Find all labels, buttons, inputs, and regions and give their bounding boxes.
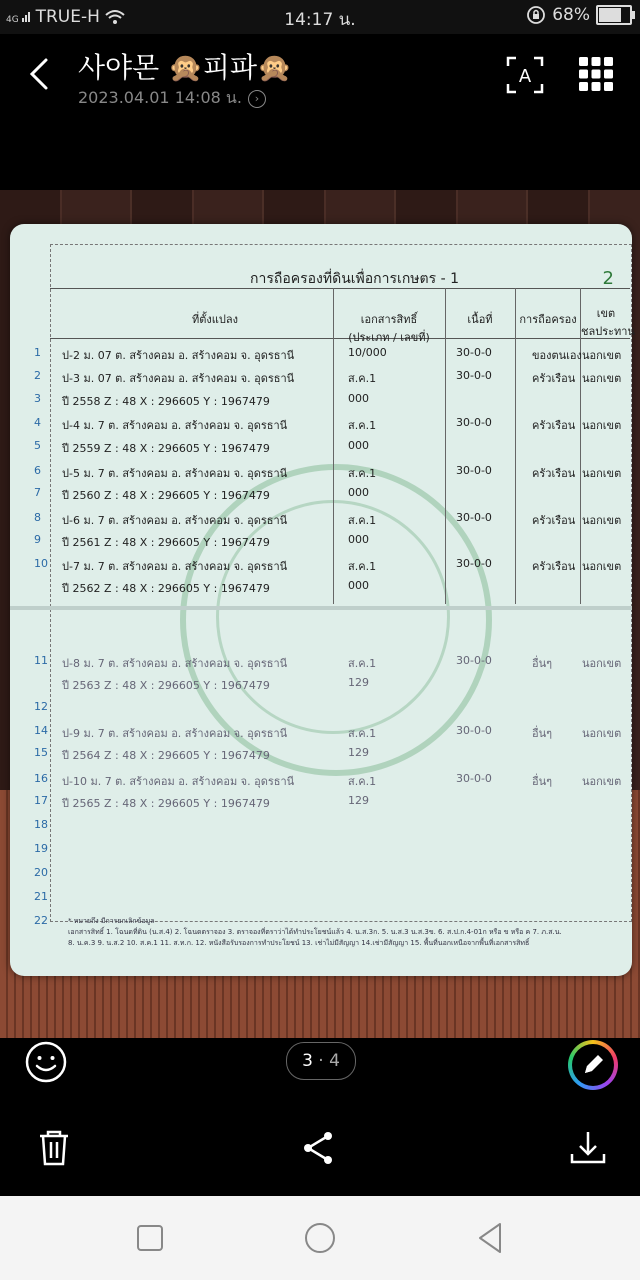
document-title: การถือครองที่ดินเพื่อการเกษตร - 1 xyxy=(250,271,460,287)
system-navigation-bar xyxy=(0,1196,640,1280)
row-location: ป-7 ม. 7 ต. สร้างคอม อ. สร้างคอม จ. อุดรธานี xyxy=(62,560,288,573)
table-row xyxy=(10,794,632,812)
column-header-location: ที่ตั้งแปลง xyxy=(192,313,238,326)
row-holding: ครัวเรือน xyxy=(532,514,576,527)
table-row xyxy=(10,557,632,575)
table-row xyxy=(10,511,632,529)
chevron-right-icon: › xyxy=(248,90,266,108)
pencil-icon xyxy=(572,1044,614,1086)
row-irrigation-zone: นอกเขต xyxy=(582,775,622,788)
back-triangle-icon[interactable] xyxy=(472,1220,508,1256)
table-row xyxy=(10,579,632,597)
row-number: 6 xyxy=(34,464,41,477)
column-header-title-deed: เอกสารสิทธิ์ (ประเภท / เลขที่) xyxy=(348,313,430,344)
table-row xyxy=(10,746,632,764)
row-irrigation-zone: นอกเขต xyxy=(582,349,622,362)
viewer-toolbar xyxy=(0,1038,640,1196)
page-total: 4 xyxy=(329,1051,340,1071)
text-recognition-icon[interactable] xyxy=(506,56,544,94)
row-irrigation-zone: นอกเขต xyxy=(582,372,622,385)
column-header-irrigation: เขต ชลประทาน xyxy=(581,307,635,338)
row-location: ป-3 ม. 07 ต. สร้างคอม อ. สร้างคอม จ. อุดรธานี xyxy=(62,372,295,385)
carrier-label: TRUE-H xyxy=(35,7,100,27)
row-area: 30-0-0 xyxy=(456,416,492,429)
row-title-deed: ส.ค.1 xyxy=(348,514,377,527)
row-number: 15 xyxy=(34,746,48,759)
back-arrow-icon[interactable] xyxy=(22,54,62,94)
table-row xyxy=(10,464,632,482)
row-number: 5 xyxy=(34,439,41,452)
row-holding: ครัวเรือน xyxy=(532,467,576,480)
row-location: ป-8 ม. 7 ต. สร้างคอม อ. สร้างคอม จ. อุดรธานี xyxy=(62,657,288,670)
row-area: 30-0-0 xyxy=(456,511,492,524)
page-indicator: 3 · 4 xyxy=(286,1042,356,1080)
row-number: 10 xyxy=(34,557,48,570)
row-area: 30-0-0 xyxy=(456,346,492,359)
row-title-deed: 10/000 xyxy=(348,346,387,359)
table-row xyxy=(10,676,632,694)
column-header-holding: การถือครอง xyxy=(519,313,577,326)
row-irrigation-zone: นอกเขต xyxy=(582,657,622,670)
row-holding: ครัวเรือน xyxy=(532,372,576,385)
row-location: ป-10 ม. 7 ต. สร้างคอม อ. สร้างคอม จ. อุดรธานี xyxy=(62,775,295,788)
row-number: 22 xyxy=(34,914,48,927)
row-location: ป-4 ม. 7 ต. สร้างคอม อ. สร้างคอม จ. อุดรธานี xyxy=(62,419,288,432)
row-title-deed: 000 xyxy=(348,486,369,499)
photo-timestamp: 2023.04.01 14:08 น. xyxy=(78,88,242,107)
table-row xyxy=(10,486,632,504)
row-irrigation-zone: นอกเขต xyxy=(582,419,622,432)
row-holding: ของตนเอง xyxy=(532,349,582,362)
row-irrigation-zone: นอกเขต xyxy=(582,514,622,527)
status-bar xyxy=(0,0,640,34)
row-location: ปี 2561 Z : 48 X : 296605 Y : 1967479 xyxy=(62,536,270,549)
row-location: ปี 2563 Z : 48 X : 296605 Y : 1967479 xyxy=(62,679,270,692)
row-title-deed: ส.ค.1 xyxy=(348,419,377,432)
row-number: 18 xyxy=(34,818,48,831)
row-area: 30-0-0 xyxy=(456,772,492,785)
table-row xyxy=(10,392,632,410)
row-title-deed: 129 xyxy=(348,746,369,759)
home-icon[interactable] xyxy=(302,1220,338,1256)
row-title-deed: 000 xyxy=(348,579,369,592)
signal-label: 4G xyxy=(6,14,19,25)
row-title-deed: ส.ค.1 xyxy=(348,727,377,740)
row-number: 4 xyxy=(34,416,41,429)
share-icon[interactable] xyxy=(298,1128,338,1168)
row-number: 19 xyxy=(34,842,48,855)
land-document xyxy=(10,224,635,976)
row-holding: อื่นๆ xyxy=(532,657,553,670)
row-title-deed: 000 xyxy=(348,439,369,452)
row-location: ปี 2564 Z : 48 X : 296605 Y : 1967479 xyxy=(62,749,270,762)
row-location: ปี 2560 Z : 48 X : 296605 Y : 1967479 xyxy=(62,489,270,502)
table-row xyxy=(10,890,632,908)
battery-fill xyxy=(599,8,621,22)
column-header-area: เนื้อที่ xyxy=(467,313,493,326)
battery-icon xyxy=(596,5,632,25)
table-row xyxy=(10,369,632,387)
table-row xyxy=(10,772,632,790)
row-number: 16 xyxy=(34,772,48,785)
ocr-letter: A xyxy=(518,66,532,87)
page-current: 3 xyxy=(302,1051,313,1071)
table-row xyxy=(10,533,632,551)
status-right xyxy=(526,5,632,25)
row-number: 2 xyxy=(34,369,41,382)
row-location: ปี 2562 Z : 48 X : 296605 Y : 1967479 xyxy=(62,582,270,595)
document-notes: * หมายถึง มีการยกเลิกข้อมูล เอกสารสิทธิ์ 1. โฉนดที่ดิน (น.ส.4) 2. โฉนดตราจอง 3. ตราจองที่ตราว่าได้ทำประโยชน์แล้ว 4. น.ส.3ก. 5. น.ส.3 น.ส.3ข. 6. ส.ป.ก.4-01ก หรือ ข หรือ ค 7. ภ.ส.น. 8. น.ค.3 9. น.ส.2 10. ส.ค.1 11. ส.ท.ก. 12. หนังสือรับรองการทำประโยชน์ 13. เช่าไม่มีสัญญา 14.เช่ามีสัญญา 15. พื้นที่นอกเหนือจากพื้นที่เอกสารสิทธิ์ xyxy=(68,917,562,947)
table-row xyxy=(10,700,632,718)
chat-title: 사야몬 🙊피파🙊 xyxy=(78,51,292,84)
row-holding: อื่นๆ xyxy=(532,775,553,788)
row-location: ปี 2565 Z : 48 X : 296605 Y : 1967479 xyxy=(62,797,270,810)
timestamp-row[interactable] xyxy=(78,86,266,111)
row-area: 30-0-0 xyxy=(456,724,492,737)
row-location: ป-2 ม. 07 ต. สร้างคอม อ. สร้างคอม จ. อุดรธานี xyxy=(62,349,295,362)
row-location: ปี 2559 Z : 48 X : 296605 Y : 1967479 xyxy=(62,442,270,455)
row-title-deed: 000 xyxy=(348,533,369,546)
grid-view-icon[interactable] xyxy=(578,56,614,92)
table-row xyxy=(10,346,632,364)
row-area: 30-0-0 xyxy=(456,369,492,382)
row-location: ป-5 ม. 7 ต. สร้างคอม อ. สร้างคอม จ. อุดรธานี xyxy=(62,467,288,480)
row-number: 20 xyxy=(34,866,48,879)
emoji-reaction-icon[interactable] xyxy=(24,1040,68,1084)
row-title-deed: ส.ค.1 xyxy=(348,560,377,573)
table-row xyxy=(10,654,632,672)
row-title-deed: ส.ค.1 xyxy=(348,467,377,480)
row-holding: ครัวเรือน xyxy=(532,419,576,432)
table-row xyxy=(10,439,632,457)
download-icon[interactable] xyxy=(568,1128,608,1168)
row-title-deed: ส.ค.1 xyxy=(348,775,377,788)
row-number: 11 xyxy=(34,654,48,667)
edit-button[interactable] xyxy=(568,1040,618,1090)
row-number: 3 xyxy=(34,392,41,405)
photo-view[interactable] xyxy=(0,190,640,1038)
row-number: 17 xyxy=(34,794,48,807)
row-title-deed: 129 xyxy=(348,794,369,807)
table-row xyxy=(10,724,632,742)
row-title-deed: ส.ค.1 xyxy=(348,372,377,385)
row-holding: อื่นๆ xyxy=(532,727,553,740)
table-row xyxy=(10,866,632,884)
row-title-deed: 000 xyxy=(348,392,369,405)
row-location: ปี 2558 Z : 48 X : 296605 Y : 1967479 xyxy=(62,395,270,408)
row-irrigation-zone: นอกเขต xyxy=(582,467,622,480)
row-number: 21 xyxy=(34,890,48,903)
edit-button-inner xyxy=(572,1044,614,1086)
row-number: 8 xyxy=(34,511,41,524)
row-irrigation-zone: นอกเขต xyxy=(582,727,622,740)
table-row xyxy=(10,818,632,836)
row-area: 30-0-0 xyxy=(456,557,492,570)
row-location: ป-6 ม. 7 ต. สร้างคอม อ. สร้างคอม จ. อุดรธานี xyxy=(62,514,288,527)
rotation-lock-icon xyxy=(526,5,546,25)
row-area: 30-0-0 xyxy=(456,464,492,477)
row-number: 9 xyxy=(34,533,41,546)
row-title-deed: ส.ค.1 xyxy=(348,657,377,670)
row-number: 12 xyxy=(34,700,48,713)
row-area: 30-0-0 xyxy=(456,654,492,667)
recent-apps-icon[interactable] xyxy=(132,1220,168,1256)
row-location: ป-9 ม. 7 ต. สร้างคอม อ. สร้างคอม จ. อุดรธานี xyxy=(62,727,288,740)
document-page-number: 2 xyxy=(602,268,614,289)
row-number: 7 xyxy=(34,486,41,499)
trash-icon[interactable] xyxy=(34,1128,74,1168)
page-fold xyxy=(10,606,632,610)
row-irrigation-zone: นอกเขต xyxy=(582,560,622,573)
battery-percent: 68% xyxy=(552,5,590,25)
row-number: 1 xyxy=(34,346,41,359)
viewer-header xyxy=(0,34,640,114)
status-time: 14:17 น. xyxy=(284,10,356,30)
table-row xyxy=(10,842,632,860)
row-holding: ครัวเรือน xyxy=(532,560,576,573)
row-title-deed: 129 xyxy=(348,676,369,689)
table-row xyxy=(10,416,632,434)
row-number: 14 xyxy=(34,724,48,737)
